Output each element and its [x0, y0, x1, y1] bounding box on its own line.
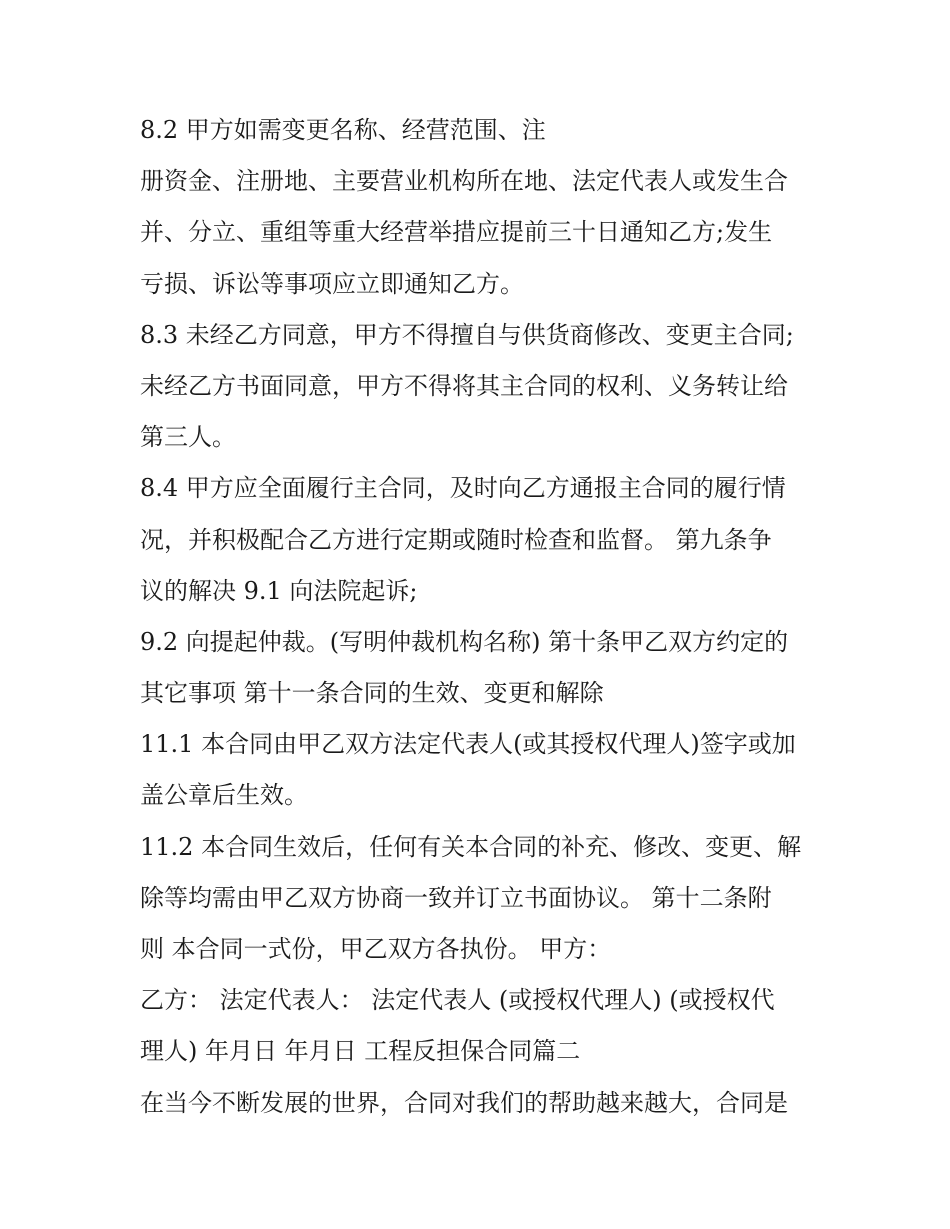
- text-line: 8.3 未经乙方同意，甲方不得擅自与供货商修改、变更主合同;: [140, 320, 794, 349]
- text-line: 盖公章后生效。: [140, 781, 308, 810]
- text-line: 亏损、诉讼等事项应立即通知乙方。: [140, 269, 524, 298]
- document-body: [140, 112, 830, 1136]
- text-line: 议的解决 9.1 向法院起诉;: [140, 576, 418, 605]
- text-line: 11.2 本合同生效后，任何有关本合同的补充、修改、变更、解: [140, 832, 802, 861]
- text-line: 第三人。: [140, 423, 236, 452]
- text-line: 除等均需由甲乙双方协商一致并订立书面协议。 第十二条附: [140, 883, 772, 912]
- text-line: 其它事项 第十一条合同的生效、变更和解除: [140, 679, 604, 708]
- text-line: 并、分立、重组等重大经营举措应提前三十日通知乙方;发生: [140, 218, 773, 247]
- text-line: 未经乙方书面同意，甲方不得将其主合同的权利、义务转让给: [140, 371, 788, 400]
- text-line: 8.4 甲方应全面履行主合同，及时向乙方通报主合同的履行情: [140, 474, 786, 503]
- text-line: 11.1 本合同由甲乙双方法定代表人(或其授权代理人)签字或加: [140, 730, 796, 759]
- text-line: 则 本合同一式份，甲乙双方各执份。 甲方：: [140, 935, 612, 963]
- text-line: 8.2 甲方如需变更名称、经营范围、注: [140, 116, 546, 144]
- text-line: 乙方： 法定代表人： 法定代表人 (或授权代理人) (或授权代: [140, 986, 775, 1015]
- text-line: 理人) 年月日 年月日 工程反担保合同篇二: [140, 1037, 581, 1066]
- text-line: 9.2 向提起仲裁。(写明仲裁机构名称) 第十条甲乙双方约定的: [140, 627, 789, 656]
- text-line: 况，并积极配合乙方进行定期或随时检查和监督。 第九条争: [140, 525, 772, 554]
- text-line: 在当今不断发展的世界，合同对我们的帮助越来越大，合同是: [140, 1088, 788, 1117]
- text-line: 册资金、注册地、主要营业机构所在地、法定代表人或发生合: [140, 167, 788, 196]
